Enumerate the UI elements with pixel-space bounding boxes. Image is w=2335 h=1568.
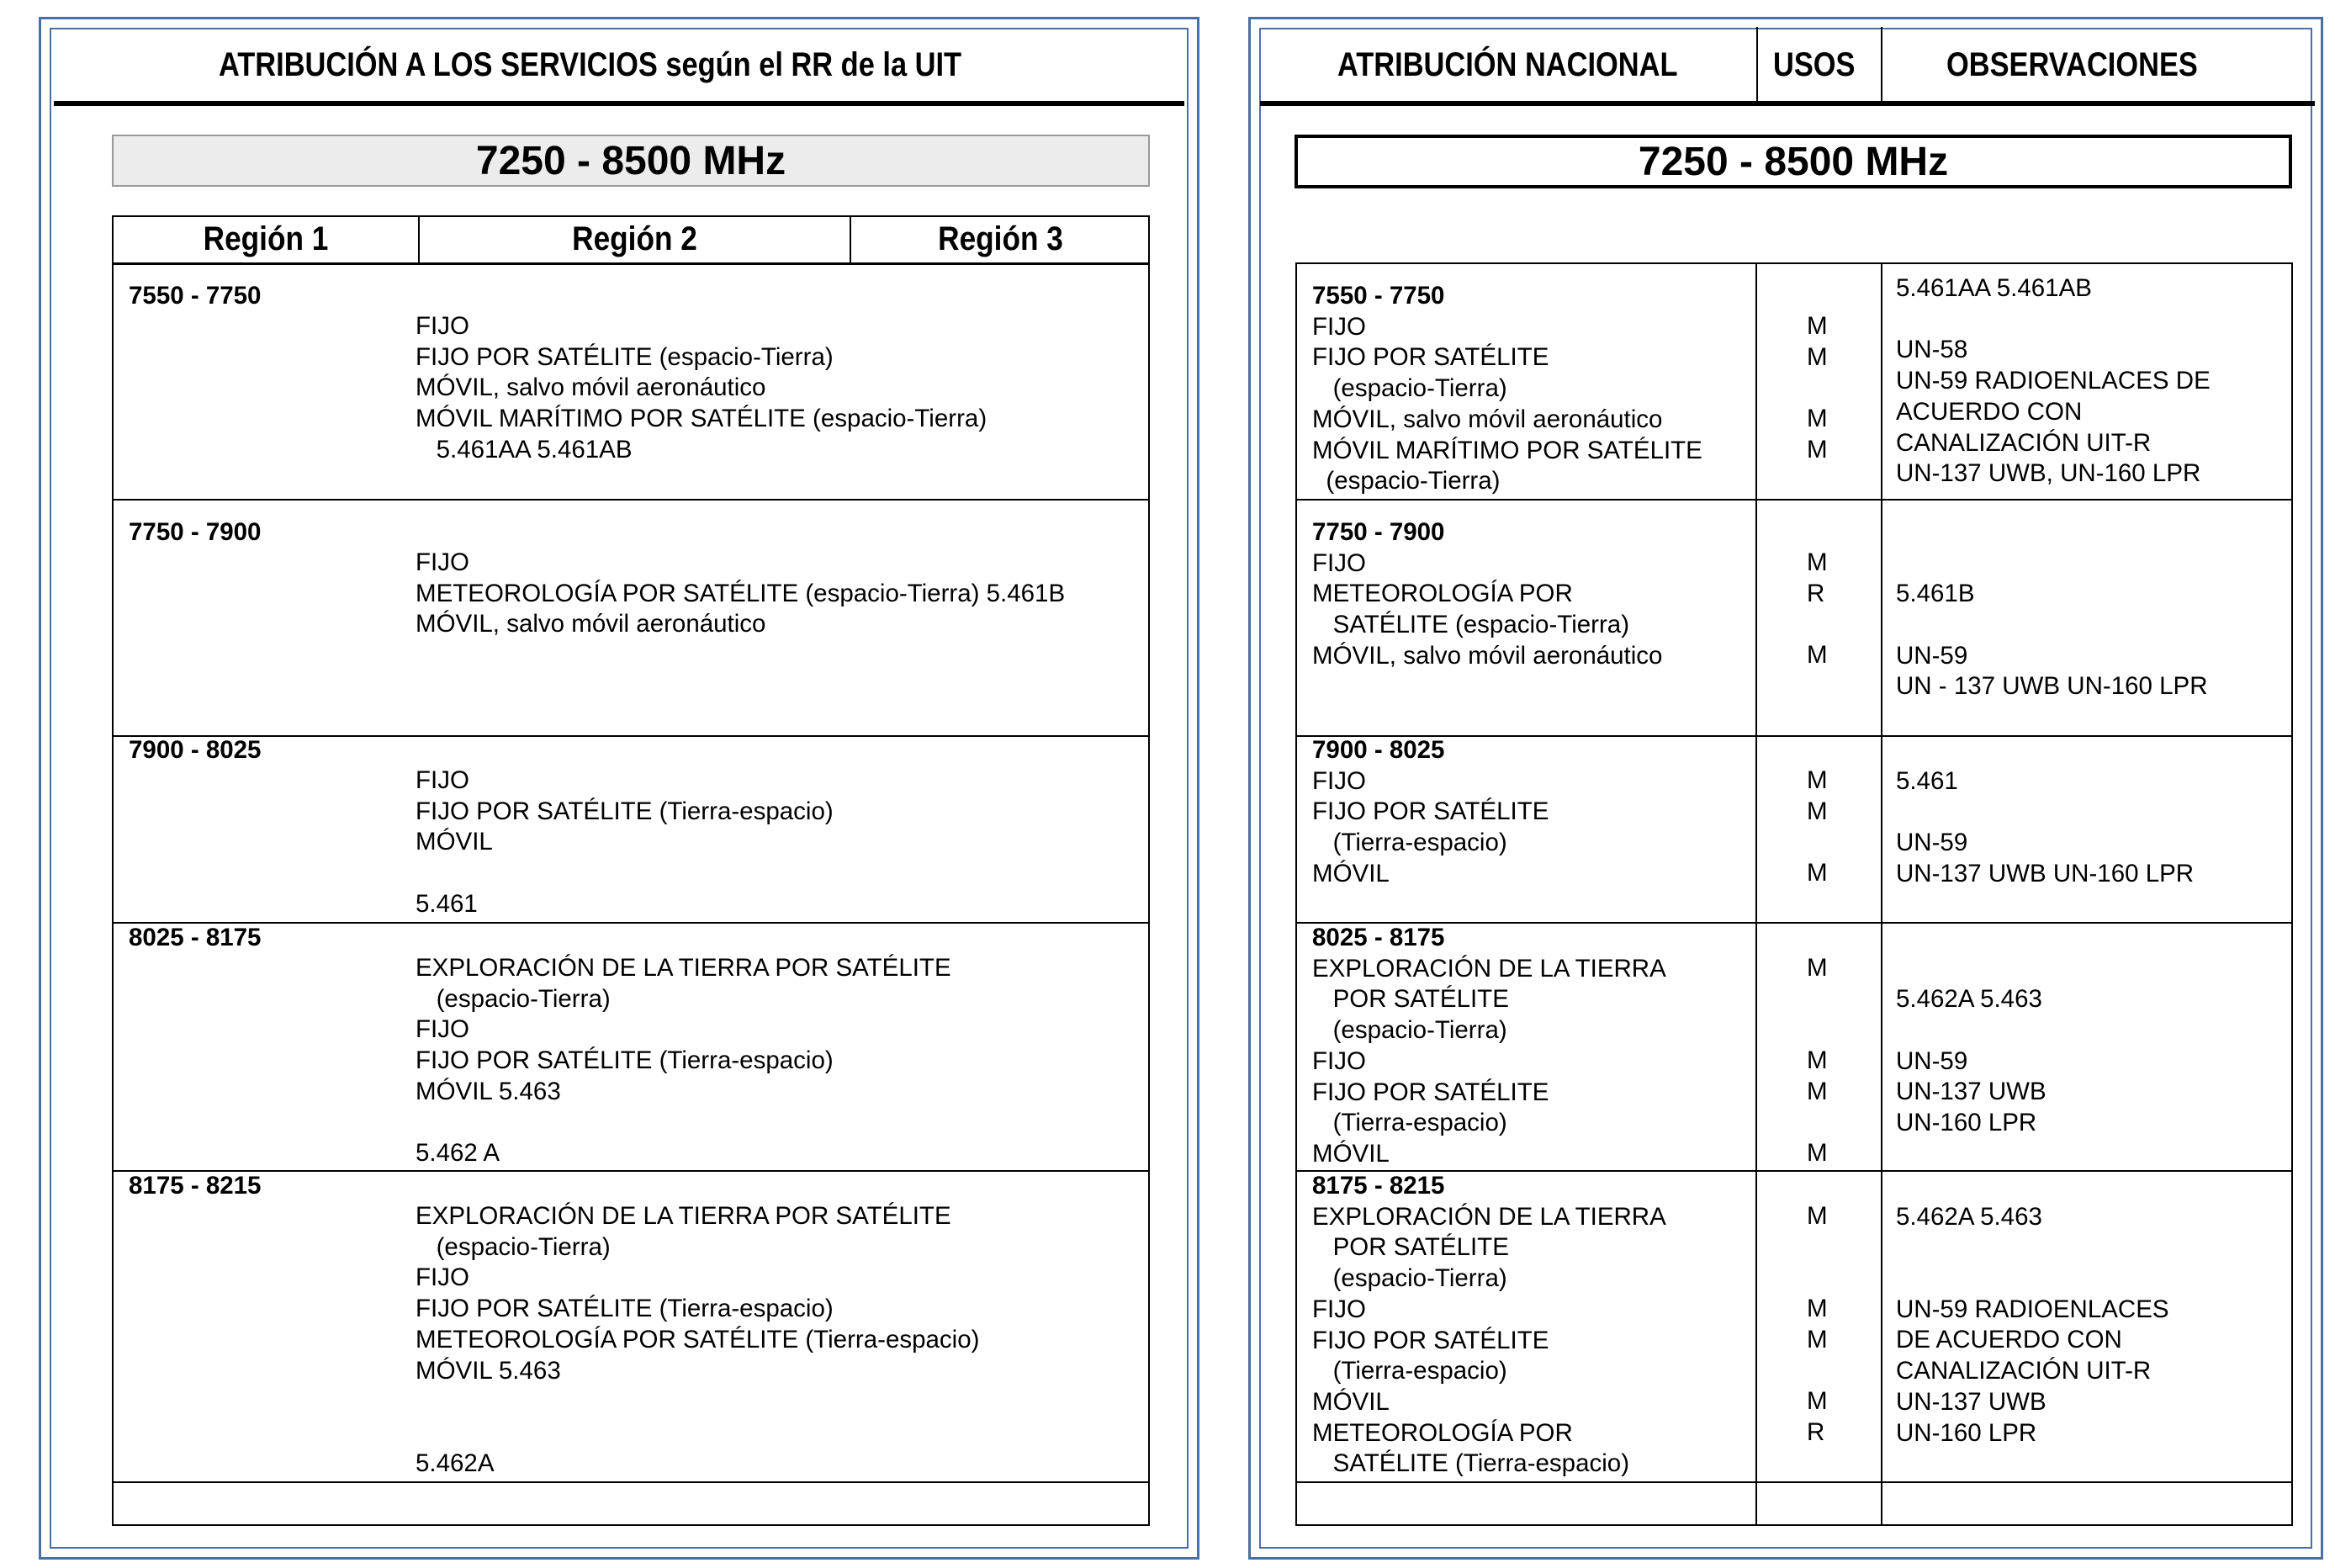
national-row-observaciones: 5.461 UN-59 UN-137 UWB UN-160 LPR <box>1896 766 2195 887</box>
left-range-title: 7250 - 8500 MHz <box>112 135 1150 187</box>
national-row-usos: M M M <box>1807 766 1828 887</box>
national-row-services: 8025 - 8175 EXPLORACIÓN DE LA TIERRA POR SATÉLITE (espacio-Tierra) FIJO FIJO POR SATÉLITE (Tierra-espacio) MÓVIL <box>1312 924 1666 1168</box>
national-row-observaciones: 5.461AA 5.461AB UN-58 UN-59 RADIOENLACES DE ACUERDO CON CANALIZACIÓN UIT-R UN-137 UWB, UN-160 LPR <box>1896 274 2211 488</box>
left-row-range: 8025 - 8175 <box>129 924 262 951</box>
left-header-rule <box>54 101 1184 106</box>
right-header-rule <box>1260 101 2315 106</box>
left-row-range: 7900 - 8025 <box>129 736 262 764</box>
national-row-observaciones: 5.461B UN-59 UN - 137 UWB UN-160 LPR <box>1896 580 2208 701</box>
left-row-services: FIJO FIJO POR SATÉLITE (espacio-Tierra) MÓVIL, salvo móvil aeronáutico MÓVIL MARÍTIMO POR SATÉLITE (espacio-Tierra) 5.461AA 5.461AB <box>416 312 987 464</box>
national-row-usos: M R M <box>1807 548 1828 670</box>
header-usos: USOS <box>1773 46 1856 83</box>
national-row-services: 8175 - 8215 EXPLORACIÓN DE LA TIERRA POR SATÉLITE (espacio-Tierra) FIJO FIJO POR SATÉLITE (Tierra-espacio) MÓVIL METEOROLOGÍA POR SATÉLITE (Tierra-espacio) <box>1312 1172 1666 1478</box>
national-row-services: 7550 - 7750 FIJO FIJO POR SATÉLITE (espacio-Tierra) MÓVIL, salvo móvil aeronáutico MÓVIL MARÍTIMO POR SATÉLITE (espacio-Tierra) <box>1312 282 1702 495</box>
left-row-range: 7550 - 7750 <box>129 282 262 310</box>
left-row-range: 8175 - 8215 <box>129 1172 262 1200</box>
header-observaciones: OBSERVACIONES <box>1946 46 2198 83</box>
right-range-title: 7250 - 8500 MHz <box>1295 135 2292 188</box>
region-1-header: Región 1 <box>203 220 329 257</box>
left-row-services: EXPLORACIÓN DE LA TIERRA POR SATÉLITE (espacio-Tierra) FIJO FIJO POR SATÉLITE (Tierra-espacio) METEOROLOGÍA POR SATÉLITE (Tierra-espacio) MÓVIL 5.463 5.462A <box>416 1202 980 1477</box>
national-row-usos: M M M M <box>1807 954 1828 1168</box>
national-row-usos: M M M M <box>1807 312 1828 464</box>
left-page-header: ATRIBUCIÓN A LOS SERVICIOS según el RR de la UIT <box>219 46 962 83</box>
national-row-observaciones: 5.462A 5.463 UN-59 UN-137 UWB UN-160 LPR <box>1896 985 2046 1137</box>
header-atribucion-nacional: ATRIBUCIÓN NACIONAL <box>1337 46 1678 83</box>
left-row-services: FIJO METEOROLOGÍA POR SATÉLITE (espacio-Tierra) 5.461B MÓVIL, salvo móvil aeronáutico <box>416 548 1066 638</box>
national-row-usos: M M M M R <box>1807 1202 1828 1446</box>
left-row-services: FIJO FIJO POR SATÉLITE (Tierra-espacio) MÓVIL 5.461 <box>416 766 834 918</box>
region-2-header: Región 2 <box>572 220 697 257</box>
national-row-services: 7900 - 8025 FIJO FIJO POR SATÉLITE (Tierra-espacio) MÓVIL <box>1312 736 1549 887</box>
national-row-observaciones: 5.462A 5.463 UN-59 RADIOENLACES DE ACUERDO CON CANALIZACIÓN UIT-R UN-137 UWB UN-160 LPR <box>1896 1202 2169 1447</box>
region-3-header: Región 3 <box>938 220 1063 257</box>
left-row-services: EXPLORACIÓN DE LA TIERRA POR SATÉLITE (espacio-Tierra) FIJO FIJO POR SATÉLITE (Tierra-espacio) MÓVIL 5.463 5.462 A <box>416 954 951 1168</box>
left-row-range: 7750 - 7900 <box>129 518 262 546</box>
national-row-services: 7750 - 7900 FIJO METEOROLOGÍA POR SATÉLITE (espacio-Tierra) MÓVIL, salvo móvil aeronáutico <box>1312 518 1663 670</box>
